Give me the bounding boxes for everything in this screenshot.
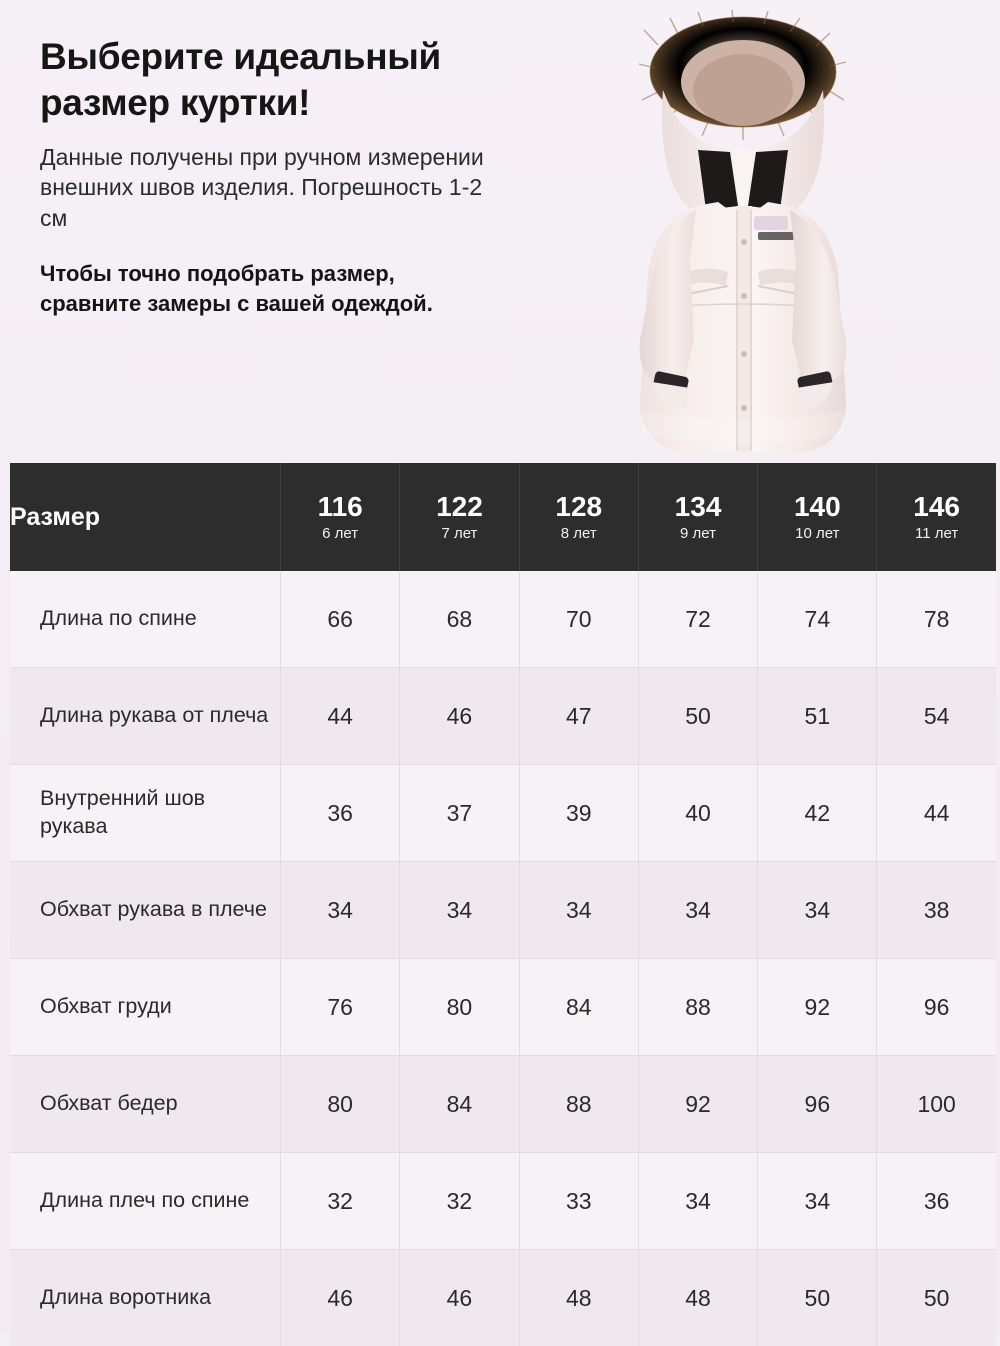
cell-value: 36 <box>877 1153 996 1250</box>
cell-value: 54 <box>877 668 996 765</box>
cell-value: 42 <box>758 765 877 862</box>
size-column-header <box>400 463 519 571</box>
cell-value: 34 <box>400 862 519 959</box>
table-row <box>10 1056 996 1153</box>
cell-value: 88 <box>638 959 757 1056</box>
page-title: Выберите идеальный размер куртки! <box>40 34 580 126</box>
cell-value: 84 <box>400 1056 519 1153</box>
cell-value: 92 <box>638 1056 757 1153</box>
cell-value: 50 <box>638 668 757 765</box>
size-table-body <box>10 571 996 1346</box>
table-row <box>10 1153 996 1250</box>
size-column-header <box>638 463 757 571</box>
cell-value: 96 <box>877 959 996 1056</box>
size-number: 134 <box>639 492 757 523</box>
row-label: Обхват груди <box>10 959 281 1056</box>
cell-value: 74 <box>758 571 877 668</box>
cell-value: 34 <box>281 862 400 959</box>
cell-value: 36 <box>281 765 400 862</box>
cell-value: 78 <box>877 571 996 668</box>
row-label: Длина по спине <box>10 571 281 668</box>
cell-value: 72 <box>638 571 757 668</box>
parka-jacket-illustration <box>578 10 908 465</box>
cell-value: 70 <box>519 571 638 668</box>
cell-value: 96 <box>758 1056 877 1153</box>
row-label: Длина воротника <box>10 1250 281 1346</box>
cell-value: 44 <box>281 668 400 765</box>
size-table-header-row <box>10 463 996 571</box>
cell-value: 46 <box>281 1250 400 1346</box>
cell-value: 38 <box>877 862 996 959</box>
header-section <box>0 0 1000 430</box>
size-table-container <box>10 463 990 1346</box>
cell-value: 68 <box>400 571 519 668</box>
size-number: 140 <box>758 492 876 523</box>
size-column-header <box>281 463 400 571</box>
cell-value: 66 <box>281 571 400 668</box>
size-number: 122 <box>400 492 518 523</box>
table-row <box>10 1250 996 1346</box>
header-text-block <box>40 34 580 319</box>
cell-value: 47 <box>519 668 638 765</box>
cell-value: 34 <box>638 862 757 959</box>
size-age: 7 лет <box>400 525 518 542</box>
cell-value: 84 <box>519 959 638 1056</box>
cell-value: 46 <box>400 668 519 765</box>
table-row <box>10 765 996 862</box>
size-age: 6 лет <box>281 525 399 542</box>
cell-value: 34 <box>519 862 638 959</box>
table-row <box>10 959 996 1056</box>
cell-value: 50 <box>877 1250 996 1346</box>
measurement-column-header: Размер <box>10 463 281 571</box>
cell-value: 33 <box>519 1153 638 1250</box>
size-number: 116 <box>281 492 399 523</box>
cell-value: 80 <box>281 1056 400 1153</box>
row-label: Длина плеч по спине <box>10 1153 281 1250</box>
table-row <box>10 668 996 765</box>
table-row <box>10 571 996 668</box>
cell-value: 48 <box>638 1250 757 1346</box>
size-age: 8 лет <box>520 525 638 542</box>
measurement-disclaimer: Данные получены при ручном измерении внешних швов изделия. Погрешность 1-2 см <box>40 142 510 234</box>
cell-value: 34 <box>638 1153 757 1250</box>
cell-value: 46 <box>400 1250 519 1346</box>
size-column-header <box>877 463 996 571</box>
cell-value: 32 <box>281 1153 400 1250</box>
cell-value: 40 <box>638 765 757 862</box>
cell-value: 37 <box>400 765 519 862</box>
cell-value: 100 <box>877 1056 996 1153</box>
row-label: Длина рукава от плеча <box>10 668 281 765</box>
cell-value: 48 <box>519 1250 638 1346</box>
size-table <box>10 463 996 1346</box>
cell-value: 80 <box>400 959 519 1056</box>
row-label: Внутренний шов рукава <box>10 765 281 862</box>
size-column-header <box>758 463 877 571</box>
cell-value: 92 <box>758 959 877 1056</box>
size-age: 11 лет <box>877 525 995 542</box>
cell-value: 39 <box>519 765 638 862</box>
size-age: 10 лет <box>758 525 876 542</box>
cell-value: 34 <box>758 862 877 959</box>
size-number: 128 <box>520 492 638 523</box>
product-image <box>578 10 908 465</box>
cell-value: 76 <box>281 959 400 1056</box>
size-age: 9 лет <box>639 525 757 542</box>
size-table-head <box>10 463 996 571</box>
size-column-header <box>519 463 638 571</box>
cell-value: 44 <box>877 765 996 862</box>
row-label: Обхват бедер <box>10 1056 281 1153</box>
cell-value: 34 <box>758 1153 877 1250</box>
table-row <box>10 862 996 959</box>
sizing-advice-note: Чтобы точно подобрать размер, сравните замеры с вашей одеждой. <box>40 259 460 319</box>
row-label: Обхват рукава в плече <box>10 862 281 959</box>
cell-value: 88 <box>519 1056 638 1153</box>
cell-value: 32 <box>400 1153 519 1250</box>
cell-value: 51 <box>758 668 877 765</box>
size-number: 146 <box>877 492 995 523</box>
cell-value: 50 <box>758 1250 877 1346</box>
